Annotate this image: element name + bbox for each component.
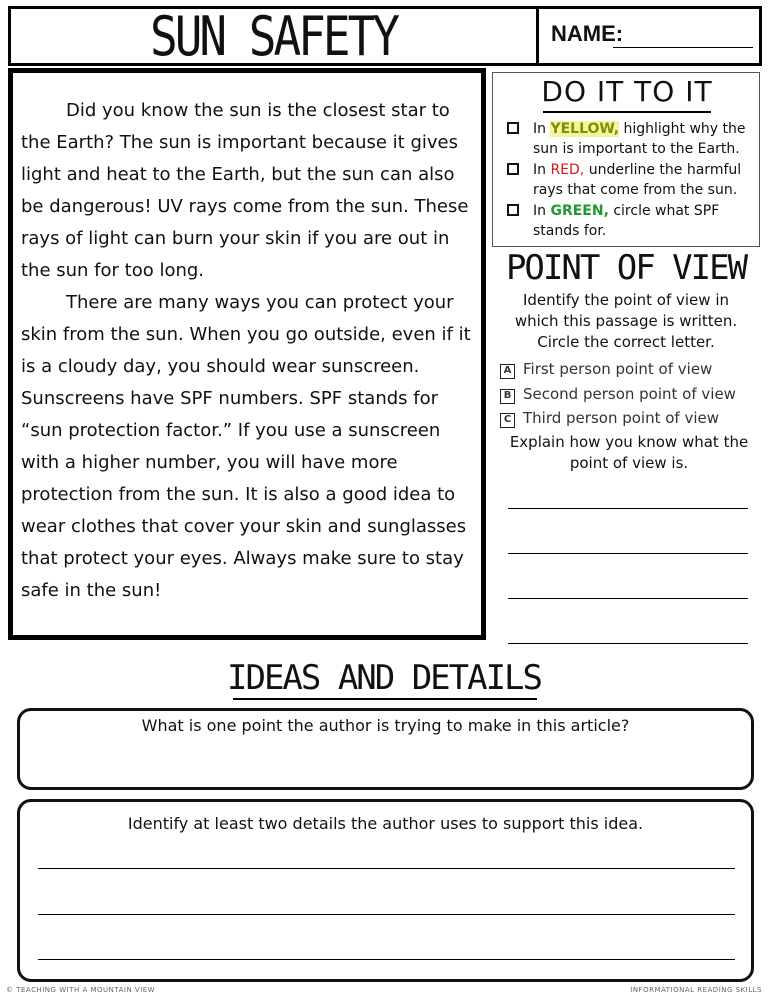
reading-passage xyxy=(8,68,486,640)
task-instruction: highlight why the sun is important to the Earth. xyxy=(533,121,746,157)
footer-series: INFORMATIONAL READING SKILLS xyxy=(630,986,762,994)
option-text: Third person point of view xyxy=(523,409,720,427)
details-answer-line-1[interactable] xyxy=(38,868,735,869)
details-answer-line-2[interactable] xyxy=(38,914,735,915)
checkbox-icon[interactable] xyxy=(507,204,519,216)
task-color-word-green: GREEN, xyxy=(550,203,609,219)
worksheet-title: SUN SAFETY xyxy=(150,4,397,68)
footer-copyright: © TEACHING WITH A MOUNTAIN VIEW xyxy=(6,986,156,994)
do-it-to-it-box xyxy=(492,72,760,247)
pov-answer-line-4[interactable] xyxy=(508,643,748,644)
details-answer-line-3[interactable] xyxy=(38,959,735,960)
header-divider xyxy=(536,9,539,63)
option-text: First person point of view xyxy=(523,360,713,378)
option-text: Second person point of view xyxy=(523,385,736,403)
name-answer-line[interactable] xyxy=(613,47,753,48)
point-of-view-instructions xyxy=(500,290,752,353)
main-point-question: What is one point the author is trying to make in this article? xyxy=(141,716,630,735)
task-prefix: In xyxy=(533,121,551,137)
passage-paragraph-1: Did you know the sun is the closest star to the Earth? The sun is important because it gives light and heat to the Earth, but the sun can also be dangerous! UV rays come from the sun. These rays of light can burn your skin if you are out in the sun for too long. xyxy=(21,100,469,281)
task-color-word-red: RED, xyxy=(550,162,585,178)
task-green xyxy=(507,201,757,241)
option-letter-a[interactable]: A xyxy=(500,364,515,379)
details-question: Identify at least two details the author uses to support this idea. xyxy=(127,814,644,833)
task-instruction: circle what SPF stands for. xyxy=(533,203,720,239)
main-point-answer-box[interactable] xyxy=(17,708,754,790)
pov-answer-line-2[interactable] xyxy=(508,553,748,554)
checkbox-icon[interactable] xyxy=(507,163,519,175)
pov-instruction-1: Identify the point of view in which this passage is written. xyxy=(514,291,738,330)
task-prefix: In xyxy=(533,203,551,219)
passage-paragraph-2: There are many ways you can protect your skin from the sun. When you go outside, even if it is a cloudy day, you should wear sunscreen. Sunscreens have SPF numbers. SPF stands for “sun protection factor.” If you use a sunscreen with a higher number, you will have more protection from the sun. It is also a good idea to wear clothes that cover your skin and sunglasses that protect your eyes. Always make sure to stay safe in the sun! xyxy=(21,292,471,601)
task-yellow xyxy=(507,119,757,159)
task-prefix: In xyxy=(533,162,551,178)
point-of-view-title: POINT OF VIEW xyxy=(505,248,747,288)
passage-text xyxy=(21,95,476,607)
pov-answer-line-3[interactable] xyxy=(508,598,748,599)
ideas-title-underline xyxy=(233,698,537,700)
pov-explain-prompt: Explain how you know what the point of view is. xyxy=(509,433,749,472)
worksheet-header xyxy=(8,6,762,66)
pov-option-a[interactable] xyxy=(500,360,760,379)
pov-option-c[interactable] xyxy=(500,409,760,428)
do-it-title: DO IT TO IT xyxy=(541,75,713,108)
task-color-word-yellow: YELLOW, xyxy=(550,121,620,137)
ideas-and-details-title: IDEAS AND DETAILS xyxy=(227,658,541,698)
details-answer-box[interactable] xyxy=(17,799,754,982)
task-instruction: underline the harmful rays that come from the sun. xyxy=(533,162,742,198)
pov-option-b[interactable] xyxy=(500,385,760,404)
pov-instruction-2: Circle the correct letter. xyxy=(537,333,715,351)
checkbox-icon[interactable] xyxy=(507,122,519,134)
option-letter-b[interactable]: B xyxy=(500,389,515,404)
task-red xyxy=(507,160,757,200)
do-it-title-underline xyxy=(543,111,711,113)
name-label: NAME: xyxy=(551,21,624,46)
pov-answer-line-1[interactable] xyxy=(508,508,748,509)
option-letter-c[interactable]: C xyxy=(500,413,515,428)
